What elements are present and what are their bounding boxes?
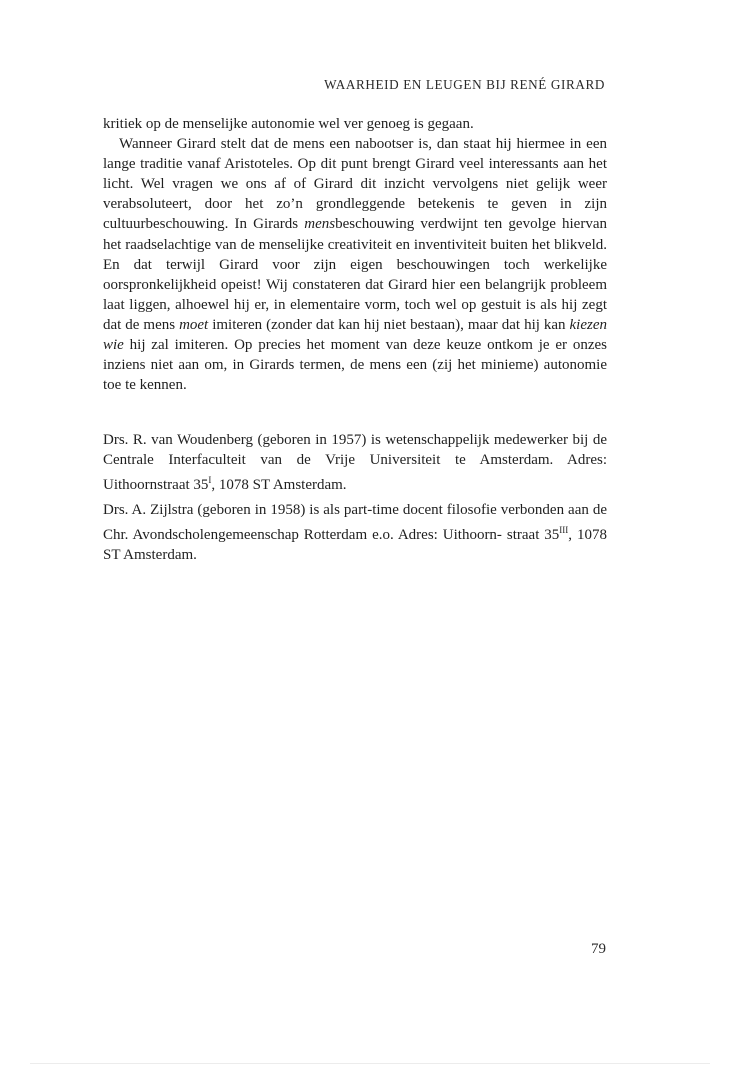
paragraph-girard-imitation — [103, 134, 607, 395]
italic-term-moet: moet — [179, 316, 209, 333]
author-bio-van-woudenberg — [103, 430, 607, 495]
bio-address-superscript: III — [559, 525, 569, 536]
running-title: WAARHEID EN LEUGEN BIJ RENÉ GIRARD — [324, 77, 605, 92]
italic-term-kiezen-wie: kiezen wie — [103, 316, 607, 354]
paragraph-text-part: Wanneer Girard stelt dat de mens een nabootser is, dan staat hij hiermee in een lange traditie vanaf Aristoteles. Op dit punt brengt Girard veel interessants aan het licht. Wel vragen we ons af of Girard dit inzicht vervolgens niet gelijk weer verabsoluteert, door het zo’n grondleggende betekenis te geven in zijn cultuurbeschouwing. In Girards — [103, 136, 607, 233]
paragraph-continuation: kritiek op de menselijke autonomie wel ver genoeg is gegaan. — [103, 116, 474, 132]
bio-address-superscript: I — [208, 475, 212, 486]
body-text — [103, 114, 607, 395]
bio-text-tail: , 1078 ST Amsterdam. — [211, 477, 347, 494]
page-number: 79 — [591, 941, 606, 957]
scan-edge-line — [30, 1063, 710, 1064]
author-bio-zijlstra — [103, 500, 607, 565]
bio-text: Drs. R. van Woudenberg (geboren in 1957) is wetenschappelijk medewerker bij de Centrale Interfaculteit van de Vrije Universiteit te Amsterdam. Adres: Uithoornstraat 35 — [103, 432, 607, 494]
bio-text-tail: , 1078 ST Amsterdam. — [103, 527, 607, 564]
paragraph-text-part: imiteren (zonder dat kan hij niet bestaan), maar dat hij kan — [208, 316, 570, 333]
paragraph-text-part: hij zal imiteren. Op precies het moment van deze keuze ontkom je er onzes inziens niet aan om, in Girards termen, de mens een (zij het minieme) autonomie toe te kennen. — [103, 337, 607, 394]
paragraph-text-part: beschouwing verdwijnt ten gevolge hiervan het raadselachtige van de menselijke creativiteit en inventiviteit buiten het blikveld. En dat terwijl Girard voor zijn eigen beschouwingen toch werkelijke oorspronkelijkheid opeist! Wij constateren dat Girard hier een belangrijk probleem laat liggen, alhoewel hij er, in elementaire vorm, toch wel op gestuit is als hij zegt dat de mens — [103, 216, 607, 333]
italic-term-mens: mens — [304, 216, 336, 233]
bio-text: Drs. A. Zijlstra (geboren in 1958) is als part-time docent filosofie verbonden aan de Chr. Avondscholengemeenschap Rotterdam e.o. Adres: Uithoorn- straat 35 — [103, 502, 607, 544]
